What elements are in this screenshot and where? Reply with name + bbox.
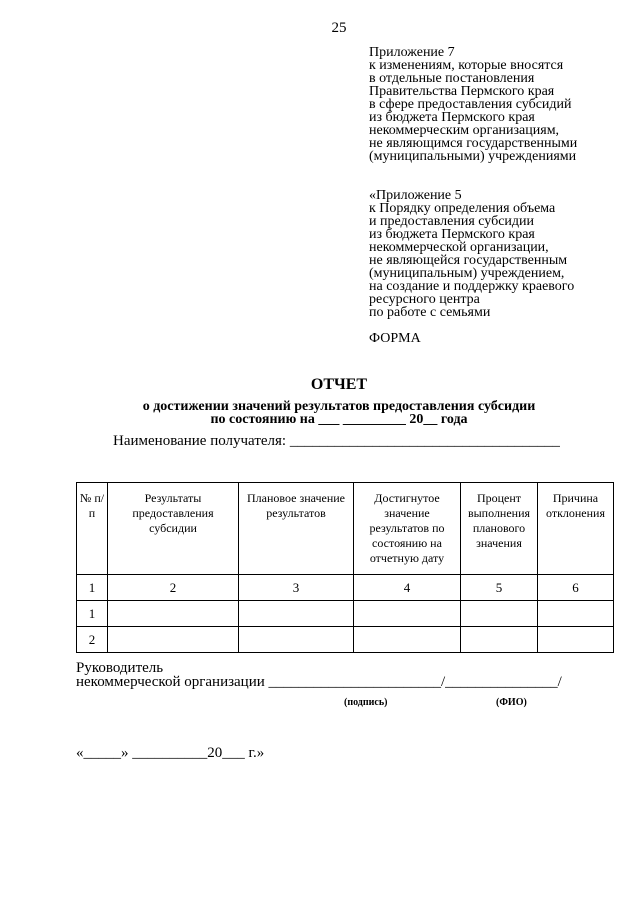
table-row [77, 627, 614, 653]
column-header: Причина отклонения [538, 483, 614, 575]
report-table [76, 482, 614, 653]
column-number: 5 [461, 575, 538, 601]
appendix5-line: по работе с семьями [369, 305, 491, 320]
appendix5-line: к Порядку определения объема [369, 201, 556, 216]
appendix5-line: на создание и поддержку краевого [369, 279, 575, 294]
appendix7-header [369, 46, 577, 163]
column-number: 3 [239, 575, 354, 601]
appendix5-header [369, 189, 574, 319]
table-cell [108, 601, 239, 627]
column-header: Результаты предоставления субсидии [108, 483, 239, 575]
row-number: 2 [77, 627, 108, 653]
appendix7-line: некоммерческим организациям, [369, 123, 560, 138]
appendix5-line: из бюджета Пермского края [369, 227, 535, 242]
table-cell [239, 601, 354, 627]
appendix7-line: не являющимся государственными [369, 136, 578, 151]
date-line: «_____» __________20___ г.» [76, 745, 265, 761]
table-row [77, 601, 614, 627]
report-title: ОТЧЕТ [310, 376, 368, 393]
appendix7-line: к изменениям, которые вносятся [369, 58, 564, 73]
row-number: 1 [77, 601, 108, 627]
table-cell [538, 601, 614, 627]
column-numbering-row [77, 575, 614, 601]
column-header: № п/п [77, 483, 108, 575]
table-cell [461, 627, 538, 653]
table-cell [108, 627, 239, 653]
report-date-line: по состоянию на ___ _________ 20__ года [210, 412, 468, 427]
appendix7-line: (муниципальными) учреждениями [369, 149, 577, 164]
table-cell [354, 601, 461, 627]
appendix5-line: (муниципальным) учреждением, [369, 266, 565, 281]
appendix7-line: Приложение 7 [369, 45, 455, 60]
appendix7-line: Правительства Пермского края [369, 84, 555, 99]
column-header: Достигнутое значение результатов по состоянию на отчетную дату [354, 483, 461, 575]
column-number: 6 [538, 575, 614, 601]
table-cell [538, 627, 614, 653]
table-cell [461, 601, 538, 627]
appendix5-line: некоммерческой организации, [369, 240, 549, 255]
appendix5-line: «Приложение 5 [369, 188, 462, 203]
appendix5-line: ресурсного центра [369, 292, 480, 307]
form-label: ФОРМА [369, 331, 421, 346]
appendix7-line: в сфере предоставления субсидий [369, 97, 572, 112]
appendix5-line: не являющейся государственным [369, 253, 568, 268]
appendix7-line: из бюджета Пермского края [369, 110, 535, 125]
page-number: 25 [331, 20, 347, 36]
table-cell [354, 627, 461, 653]
column-number: 2 [108, 575, 239, 601]
signature-caption: (подпись) [344, 697, 388, 708]
report-subtitle: о достижении значений результатов предоставления субсидии [142, 399, 536, 414]
column-header: Плановое значение результатов [239, 483, 354, 575]
column-header: Процент выполнения планового значения [461, 483, 538, 575]
recipient-name-field: Наименование получателя: ____________________________________ [113, 433, 560, 449]
column-number: 4 [354, 575, 461, 601]
signature-line: некоммерческой организации _______________________/_______________/ [76, 674, 562, 690]
column-number: 1 [77, 575, 108, 601]
name-caption: (ФИО) [496, 697, 527, 708]
table-cell [239, 627, 354, 653]
signatory-title: Руководитель [76, 660, 164, 676]
table-header-row [77, 483, 614, 575]
appendix7-line: в отдельные постановления [369, 71, 535, 86]
appendix5-line: и предоставления субсидии [369, 214, 535, 229]
